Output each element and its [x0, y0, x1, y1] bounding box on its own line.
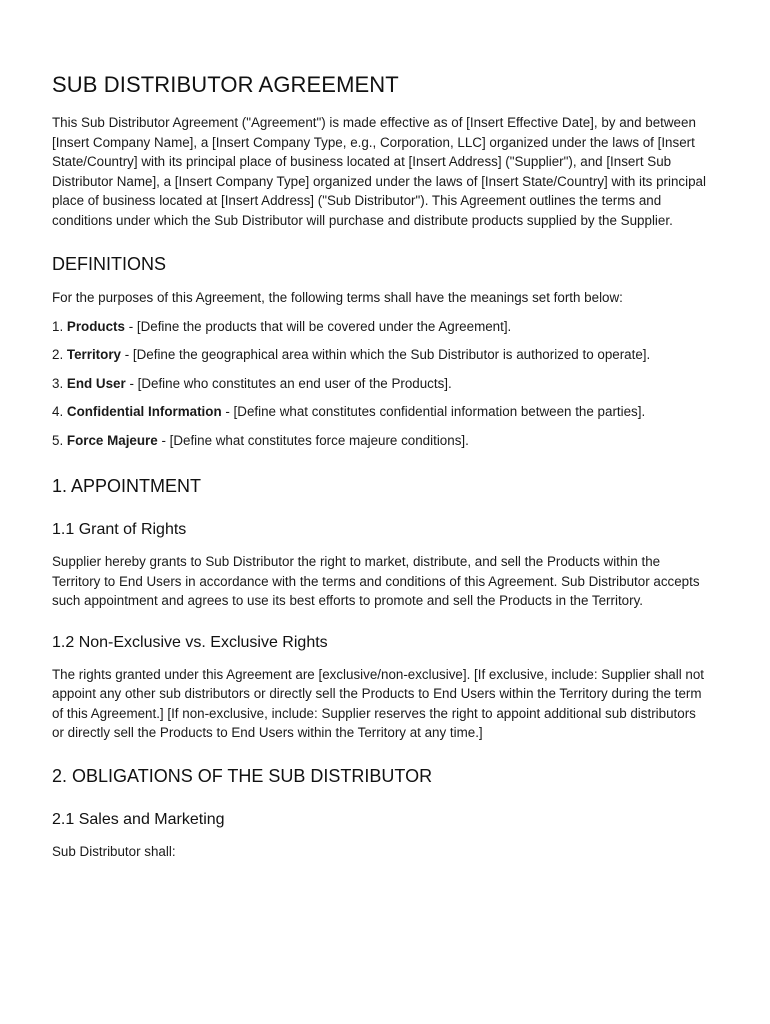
sales-marketing-text: Sub Distributor shall:: [52, 843, 176, 859]
exclusive-rights-heading: 1.2 Non-Exclusive vs. Exclusive Rights: [52, 633, 328, 651]
definition-number: 1.: [52, 318, 64, 334]
definition-number: 4.: [52, 404, 64, 419]
appointment-heading: 1. APPOINTMENT: [52, 476, 202, 496]
definition-item: [52, 317, 710, 337]
definition-item: [52, 431, 710, 451]
definition-item: [52, 345, 710, 365]
definition-text: - [Define what constitutes force majeure conditions].: [161, 432, 469, 448]
definition-term: Products: [66, 318, 125, 334]
definition-term: Force Majeure: [66, 432, 158, 448]
document-title: SUB DISTRIBUTOR AGREEMENT: [52, 72, 399, 97]
definition-item: [52, 402, 710, 422]
definition-term: Territory: [66, 347, 121, 362]
definition-number: 3.: [52, 375, 64, 391]
definitions-heading: DEFINITIONS: [52, 254, 167, 274]
definition-number: 5.: [52, 432, 64, 448]
definition-number: 2.: [52, 347, 64, 362]
grant-of-rights-text: Supplier hereby grants to Sub Distributor the right to market, distribute, and sell the Products within the Territory to End Users in accordance with the terms and conditions of this Agreement. Sub Distributor accepts such appointment and agrees to use its best efforts to promote and sell the Products in the Territory.: [52, 554, 700, 608]
definition-text: - [Define who constitutes an end user of the Products].: [129, 375, 452, 391]
sales-marketing-heading: 2.1 Sales and Marketing: [52, 810, 225, 828]
definition-text: - [Define the geographical area within which the Sub Distributor is authorized to operate].: [124, 347, 651, 362]
definitions-intro: For the purposes of this Agreement, the following terms shall have the meanings set forth below:: [52, 290, 623, 305]
grant-of-rights-heading: 1.1 Grant of Rights: [52, 521, 187, 538]
definition-term: End User: [66, 375, 126, 391]
exclusive-rights-text: The rights granted under this Agreement are [exclusive/non-exclusive]. [If exclusive, include: Supplier shall not appoint any other sub distributors or directly sell the Products to End Users within the Territory during the term of this Agreement.] [If non-exclusive, include: Supplier reserves the right to appoint additional sub distributors or directly sell the Products to End Users within the Territory at any time.]: [52, 666, 705, 740]
definition-text: - [Define what constitutes confidential information between the parties].: [225, 404, 646, 419]
definition-term: Confidential Information: [66, 404, 222, 419]
intro-paragraph: This Sub Distributor Agreement ("Agreement") is made effective as of [Insert Effective Date], by and between [Insert Company Name], a [Insert Company Type, e.g., Corporation, LLC] organized under the laws of [Insert State/Country] with its principal place of business located at [Insert Address] ("Supplier"), and [Insert Sub Distributor Name], a [Insert Company Type] organized under the laws of [Insert State/Country] with its principal place of business located at [Insert Address] ("Sub Distributor"). This Agreement outlines the terms and conditions under which the Sub Distributor will purchase and distribute products supplied by the Supplier.: [52, 115, 706, 228]
definition-item: [52, 374, 710, 394]
definition-text: - [Define the products that will be covered under the Agreement].: [128, 318, 512, 334]
obligations-heading: 2. OBLIGATIONS OF THE SUB DISTRIBUTOR: [52, 765, 433, 786]
